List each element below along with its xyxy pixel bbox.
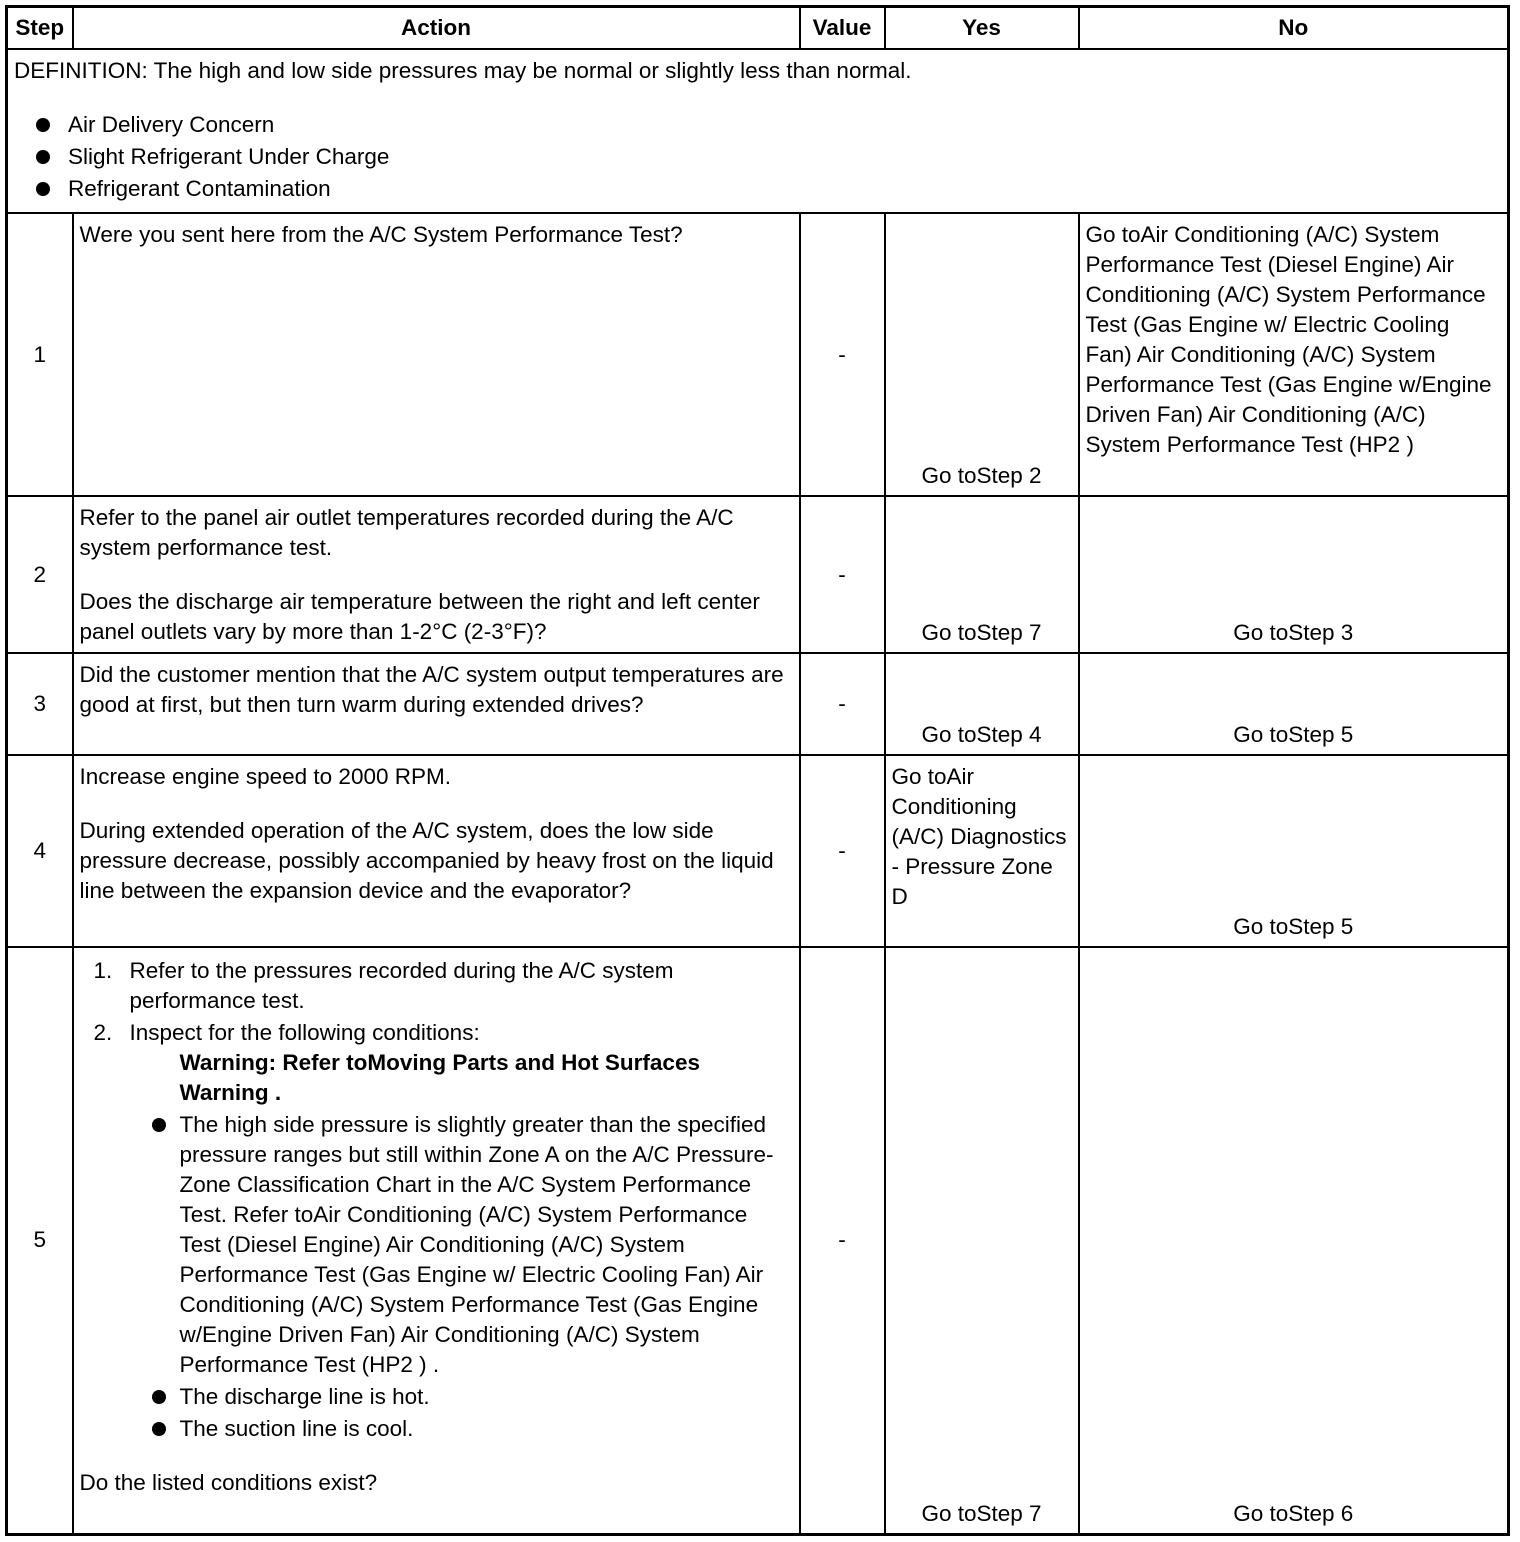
header-no: No xyxy=(1079,7,1509,50)
step-number: 4 xyxy=(7,755,73,947)
no-link[interactable]: Go toStep 6 xyxy=(1079,947,1509,1534)
definition-cell xyxy=(7,49,1509,213)
list-item: The high side pressure is slightly greater than the specified pressure ranges but still within Zone A on the A/C Pressure-Zone Classification Chart in the A/C System Performance Test. Refer toAir Conditioning (A/C) System Performance Test (Diesel Engine) Air Conditioning (A/C) System Performance Test (Gas Engine w/ Electric Cooling Fan) Air Conditioning (A/C) System Performance Test (Gas Engine w/Engine Driven Fan) Air Conditioning (A/C) System Performance Test (HP2 ) . xyxy=(130,1110,793,1380)
yes-link[interactable]: Go toStep 7 xyxy=(885,947,1079,1534)
value-cell: - xyxy=(800,947,885,1534)
list-number: 2. xyxy=(93,1020,113,1045)
action-question: Does the discharge air temperature between the right and left center panel outlets vary by more than 1-2°C (2-3°F)? xyxy=(79,589,760,644)
definition-row xyxy=(7,49,1509,213)
yes-link[interactable]: Go toStep 4 xyxy=(885,653,1079,755)
action-question: Do the listed conditions exist? xyxy=(79,1470,378,1495)
action-cell: Did the customer mention that the A/C system output temperatures are good at first, but then turn warm during extended drives? xyxy=(73,653,800,755)
step-number: 2 xyxy=(7,496,73,653)
diagnostic-table xyxy=(5,5,1510,1536)
definition-bullets xyxy=(14,110,1501,204)
header-row xyxy=(7,7,1509,50)
table-row xyxy=(7,755,1509,947)
yes-link[interactable]: Go toAir Conditioning (A/C) Diagnostics - Pressure Zone D xyxy=(885,755,1079,947)
list-item: Air Delivery Concern xyxy=(36,110,1501,140)
no-link[interactable]: Go toStep 5 xyxy=(1079,755,1509,947)
no-link[interactable]: Go toStep 3 xyxy=(1079,496,1509,653)
step-number: 1 xyxy=(7,213,73,496)
condition-list xyxy=(130,1110,793,1444)
action-cell xyxy=(73,496,800,653)
yes-link[interactable]: Go toStep 7 xyxy=(885,496,1079,653)
no-link[interactable]: Go toAir Conditioning (A/C) System Performance Test (Diesel Engine) Air Conditioning (A/C) System Performance Test (Gas Engine w/ Electric Cooling Fan) Air Conditioning (A/C) System Performance Test (Gas Engine w/Engine Driven Fan) Air Conditioning (A/C) System Performance Test (HP2 ) xyxy=(1079,213,1509,496)
list-item: The suction line is cool. xyxy=(130,1414,793,1444)
procedure-list xyxy=(80,956,793,1444)
step-number: 5 xyxy=(7,947,73,1534)
action-cell xyxy=(73,947,800,1534)
definition-text: DEFINITION: The high and low side pressures may be normal or slightly less than normal. xyxy=(14,58,912,83)
table-row xyxy=(7,947,1509,1534)
list-item xyxy=(80,1018,793,1444)
list-item: The discharge line is hot. xyxy=(130,1382,793,1412)
yes-link[interactable]: Go toStep 2 xyxy=(885,213,1079,496)
table-row xyxy=(7,496,1509,653)
table-row xyxy=(7,213,1509,496)
value-cell: - xyxy=(800,755,885,947)
action-text: Refer to the panel air outlet temperatures recorded during the A/C system performance test. xyxy=(79,505,734,560)
header-value: Value xyxy=(800,7,885,50)
header-yes: Yes xyxy=(885,7,1079,50)
list-text: Inspect for the following conditions: xyxy=(129,1020,480,1045)
header-step: Step xyxy=(7,7,73,50)
warning-text[interactable]: Warning: Refer toMoving Parts and Hot Surfaces Warning . xyxy=(179,1050,700,1105)
value-cell: - xyxy=(800,496,885,653)
action-question: During extended operation of the A/C system, does the low side pressure decrease, possibly accompanied by heavy frost on the liquid line between the expansion device and the evaporator? xyxy=(79,818,774,903)
action-cell xyxy=(73,755,800,947)
list-number: 1. xyxy=(93,958,113,983)
action-text: Increase engine speed to 2000 RPM. xyxy=(79,764,451,789)
header-action: Action xyxy=(73,7,800,50)
step-number: 3 xyxy=(7,653,73,755)
list-text: Refer to the pressures recorded during the A/C system performance test. xyxy=(129,958,674,1013)
list-item: Slight Refrigerant Under Charge xyxy=(36,142,1501,172)
action-cell: Were you sent here from the A/C System Performance Test? xyxy=(73,213,800,496)
list-item: Refrigerant Contamination xyxy=(36,174,1501,204)
value-cell: - xyxy=(800,213,885,496)
value-cell: - xyxy=(800,653,885,755)
table-row xyxy=(7,653,1509,755)
no-link[interactable]: Go toStep 5 xyxy=(1079,653,1509,755)
list-item xyxy=(80,956,793,1016)
